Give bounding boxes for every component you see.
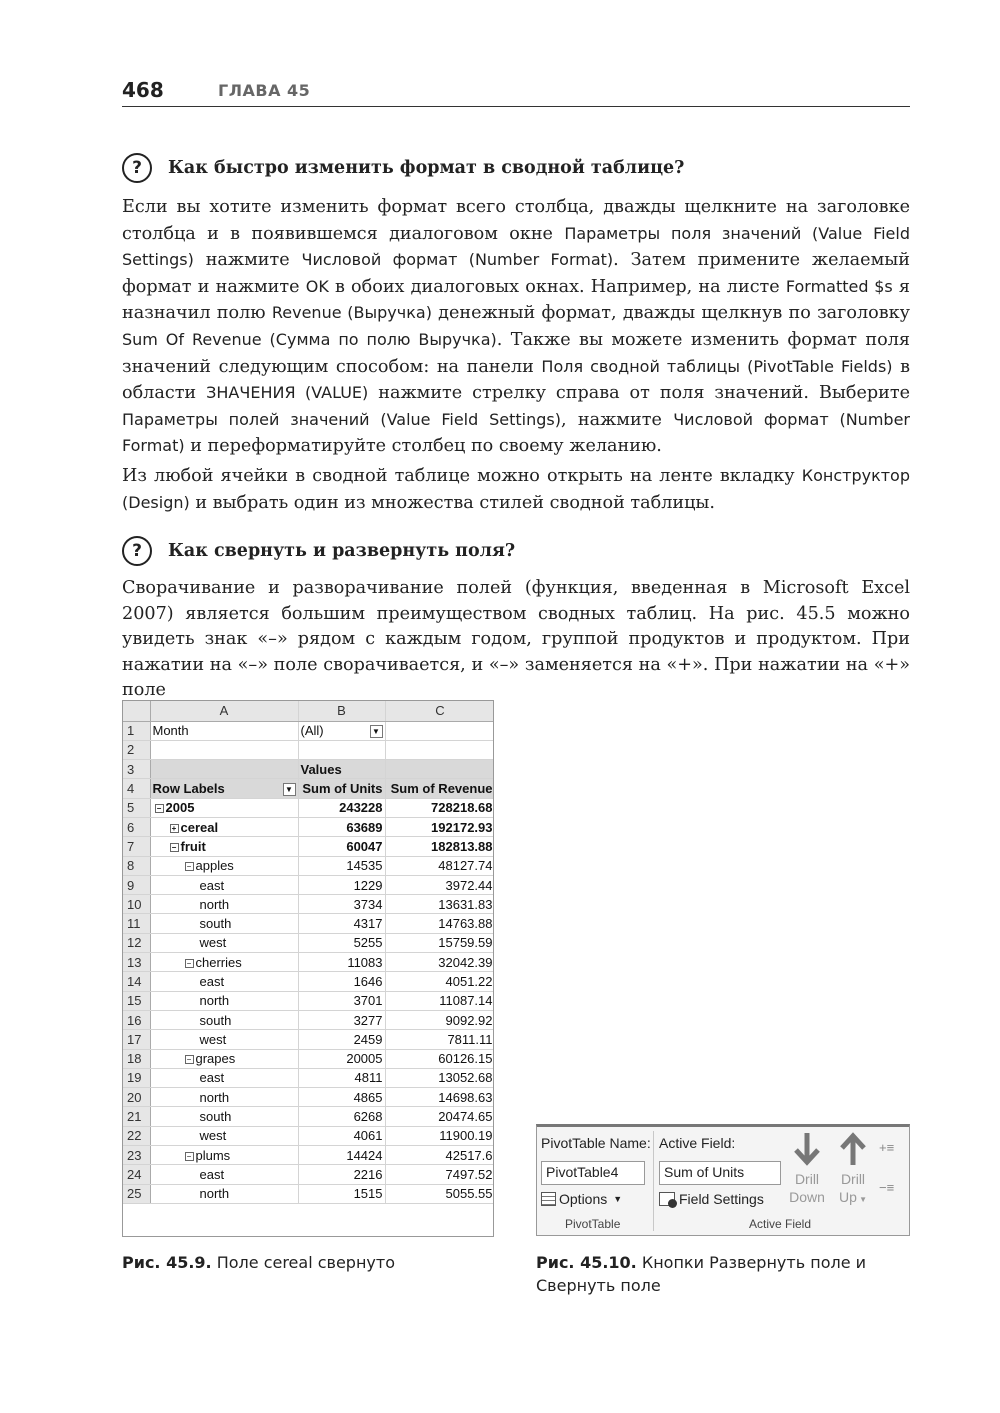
table-row [123,914,494,933]
units-cell[interactable]: 14424 [298,1146,385,1165]
text-run: Из любой ячейки в сводной таблице можно открыть на ленте вкладку [122,466,802,486]
units-cell[interactable]: 3701 [298,991,385,1010]
row-label: north [199,993,230,1009]
row-label-cell[interactable] [150,991,298,1010]
row-label: south [199,1012,232,1028]
row-label: north [199,896,230,912]
drill-down-button[interactable] [787,1131,827,1206]
active-field-group-label: Active Field [749,1217,812,1231]
units-cell[interactable]: 60047 [298,837,385,856]
revenue-cell[interactable]: 182813.88 [385,837,494,856]
row-label-cell[interactable] [150,1088,298,1107]
row-header: 19 [123,1068,150,1087]
table-row [123,1107,494,1126]
field-settings-icon [659,1192,675,1206]
row-label-cell[interactable] [150,1165,298,1184]
table-row [123,721,494,740]
row-header: 17 [123,1030,150,1049]
revenue-cell[interactable]: 7497.52 [385,1165,494,1184]
units-cell[interactable]: 1646 [298,972,385,991]
arrow-down-icon [792,1131,822,1167]
revenue-cell[interactable]: 5055.55 [385,1184,494,1203]
revenue-cell[interactable]: 13631.83 [385,895,494,914]
caption-number: Рис. 45.10. [536,1253,637,1272]
section-title: Как быстро изменить формат в сводной таблице? [168,158,685,178]
question-icon: ? [122,153,152,183]
revenue-cell[interactable]: 3972.44 [385,875,494,894]
drill-up-label-2: Up [838,1189,857,1205]
row-label: east [199,877,225,893]
units-cell[interactable]: 1515 [298,1184,385,1203]
pivot-grid [123,701,494,1204]
row-label-cell[interactable] [150,914,298,933]
revenue-cell[interactable]: 13052.68 [385,1068,494,1087]
dropdown-button[interactable]: ▼ [283,783,296,796]
row-header: 15 [123,991,150,1010]
row-label-cell[interactable] [150,1010,298,1029]
units-cell[interactable] [298,740,385,759]
column-header[interactable]: C [385,701,494,721]
paragraph [122,576,910,704]
row-header: 2 [123,740,150,759]
table-row [123,1010,494,1029]
row-label-cell[interactable] [150,1146,298,1165]
row-label-cell[interactable] [150,972,298,991]
row-label-cell[interactable] [150,817,298,836]
units-cell[interactable]: 2459 [298,1030,385,1049]
table-row [123,1049,494,1068]
chevron-down-icon: ▼ [856,1195,868,1204]
row-label: west [199,935,227,951]
revenue-cell[interactable] [385,740,494,759]
units-cell[interactable]: 4317 [298,914,385,933]
column-header[interactable]: B [298,701,385,721]
row-label-cell[interactable] [150,837,298,856]
row-header: 24 [123,1165,150,1184]
row-label-cell[interactable] [150,933,298,952]
row-header: 13 [123,953,150,972]
ui-term: Конструктор (Design) [122,466,910,512]
units-cell[interactable]: Sum of Units [298,779,385,798]
chapter-title: ГЛАВА 45 [218,81,311,100]
text-run: . Также вы можете изменить формат поля значений следующим способом: на панели [122,329,910,377]
expand-field-button[interactable] [879,1141,903,1155]
text-run: Сворачивание и разворачивание полей (функция, введенная в Microsoft Excel 2007) является большим преимуществом сводных таблиц. На рис. 45.5 можно увидеть знак «–» рядом с каждым годом, группой продуктов и продуктом. При нажатии на «–» поле сворачивается, и «–» заменяется на «+». При нажатии на «+» поле [122,578,910,701]
row-label: north [199,1186,230,1202]
field-settings-label: Field Settings [679,1191,764,1207]
page-number: 468 [122,78,164,102]
ui-term: Числовой формат (Number Format) [122,409,910,456]
field-settings-button[interactable] [659,1191,764,1207]
drill-down-label-1: Drill [794,1171,820,1187]
row-header: 25 [123,1184,150,1203]
collapse-icon[interactable]: − [185,1152,194,1161]
revenue-cell[interactable]: Sum of Revenue [385,779,494,798]
row-header: 11 [123,914,150,933]
units-cell[interactable]: 14535 [298,856,385,875]
text-run: нажмите [193,250,302,271]
revenue-cell[interactable] [385,760,494,779]
caption-number: Рис. 45.9. [122,1253,212,1272]
row-label-cell[interactable] [150,779,298,798]
pivot-table-screenshot [122,700,494,1237]
section-title: Как свернуть и развернуть поля? [168,541,516,561]
collapse-icon[interactable]: − [185,1055,194,1064]
row-header: 12 [123,933,150,952]
revenue-cell[interactable]: 9092.92 [385,1010,494,1029]
units-cell[interactable]: 3277 [298,1010,385,1029]
table-row [123,933,494,952]
row-header: 23 [123,1146,150,1165]
row-header: 5 [123,798,150,817]
text-run: денежный формат, дважды щелкнув по заголовку [431,303,910,324]
row-header: 1 [123,721,150,740]
revenue-cell[interactable]: 11087.14 [385,991,494,1010]
row-label-cell[interactable]: Month [150,721,298,740]
table-row [123,991,494,1010]
table-row [123,1126,494,1145]
text-run: в области [122,356,910,404]
dropdown-button[interactable]: ▼ [370,725,383,738]
collapse-icon[interactable]: − [185,862,194,871]
row-label-cell[interactable] [150,953,298,972]
revenue-cell[interactable]: 42517.6 [385,1146,494,1165]
section-heading-format [122,153,684,183]
table-row [123,953,494,972]
table-row [123,798,494,817]
row-label-cell[interactable] [150,760,298,779]
row-label: east [199,1166,225,1182]
drill-up-label-1: Drill [840,1171,866,1187]
units-cell[interactable]: 2216 [298,1165,385,1184]
row-header: 20 [123,1088,150,1107]
row-header: 4 [123,779,150,798]
drill-up-button[interactable] [833,1131,873,1209]
units-cell[interactable]: 20005 [298,1049,385,1068]
table-row [123,856,494,875]
table-row [123,875,494,894]
text-run: Если вы хотите изменить формат всего столбца, дважды щелкните на заголовке столбца и в появившемся диалоговом окне [122,197,910,244]
row-header: 3 [123,760,150,779]
figure-caption-45-10 [536,1251,876,1297]
table-row [123,1030,494,1049]
drill-up-label-row [833,1188,873,1209]
row-labels-header: Row Labels [152,781,225,797]
table-row [123,837,494,856]
units-cell[interactable]: 6268 [298,1107,385,1126]
row-label-cell[interactable] [150,740,298,759]
table-row [123,1146,494,1165]
text-run: . Затем примените желаемый формат и нажмите [122,250,910,297]
revenue-cell[interactable]: 15759.59 [385,933,494,952]
row-label: fruit [180,838,206,854]
pivot-name-input[interactable]: PivotTable4 [541,1161,645,1185]
arrow-up-icon [838,1131,868,1167]
ui-term: OK [305,276,329,296]
drill-down-label-2: Down [789,1189,825,1205]
row-label: south [199,916,232,932]
ui-term: Параметры поля значений (Value Field Settings) [122,223,910,270]
revenue-cell[interactable]: 20474.65 [385,1107,494,1126]
row-label-cell[interactable] [150,1049,298,1068]
units-cell[interactable]: 5255 [298,933,385,952]
row-label-cell[interactable] [150,875,298,894]
caption-text: Кнопки Развернуть поле и Свернуть поле [536,1253,867,1295]
filter-value: (All) [300,723,324,739]
row-label: east [199,1070,225,1086]
group-divider [653,1131,654,1231]
expand-icon[interactable]: + [170,824,179,833]
row-label-cell[interactable] [150,1184,298,1203]
row-label-cell[interactable] [150,1107,298,1126]
revenue-cell[interactable] [385,721,494,740]
table-row [123,740,494,759]
row-header: 9 [123,875,150,894]
row-label-cell[interactable] [150,856,298,875]
row-label: west [199,1128,227,1144]
pivottable-group-label: PivotTable [565,1217,621,1231]
row-label: cherries [195,954,242,970]
table-row [123,1184,494,1203]
row-label: cereal [180,819,219,835]
collapse-field-button[interactable] [879,1181,903,1195]
column-header[interactable]: A [150,701,298,721]
row-header: 6 [123,817,150,836]
text-run: и переформатируйте столбец по своему желанию. [184,436,662,457]
text-run: нажмите стрелку справа от поля значений. Выберите [368,383,911,404]
revenue-cell[interactable]: 14763.88 [385,914,494,933]
units-cell[interactable]: 1229 [298,875,385,894]
text-run: я назначил полю [122,276,910,324]
text-run: и выбрать один из множества стилей сводной таблицы. [189,492,716,513]
collapse-icon[interactable]: − [170,843,179,852]
ui-term: Revenue (Выручка) [271,303,432,323]
row-label-cell[interactable] [150,798,298,817]
row-label: 2005 [165,800,195,816]
select-all-corner [123,701,150,721]
ui-term: Formatted $s [785,276,893,296]
collapse-icon[interactable]: − [185,959,194,968]
table-row [123,1068,494,1087]
row-header: 16 [123,1010,150,1029]
active-field-label: Active Field: [659,1135,736,1151]
paragraph [122,463,910,516]
row-label: west [199,1031,227,1047]
units-cell[interactable]: 11083 [298,953,385,972]
revenue-cell[interactable]: 48127.74 [385,856,494,875]
units-cell[interactable]: 4061 [298,1126,385,1145]
units-cell[interactable]: 4811 [298,1068,385,1087]
active-field-input[interactable]: Sum of Units [659,1161,781,1185]
row-header: 8 [123,856,150,875]
revenue-cell[interactable]: 728218.68 [385,798,494,817]
row-label: north [199,1089,230,1105]
revenue-cell[interactable]: 7811.11 [385,1030,494,1049]
paragraph [122,195,910,460]
revenue-cell[interactable]: 32042.39 [385,953,494,972]
row-label: east [199,974,225,989]
revenue-cell[interactable]: 192172.93 [385,817,494,836]
collapse-field-icon: −≡ [879,1180,895,1195]
table-row [123,1088,494,1107]
row-label: apples [195,858,234,874]
ui-term: ЗНАЧЕНИЯ (VALUE) [206,383,369,403]
column-header-row [123,701,494,721]
options-button[interactable] [541,1191,622,1207]
ui-term: Поля сводной таблицы (PivotTable Fields) [541,356,893,376]
collapse-icon[interactable]: − [155,804,164,813]
row-label-cell[interactable] [150,1126,298,1145]
text-run: в обоих диалоговых окнах. Например, на листе [328,276,786,297]
row-header: 18 [123,1049,150,1068]
units-cell[interactable]: 243228 [298,798,385,817]
question-icon: ? [122,536,152,566]
table-row [123,779,494,798]
text-run: , нажмите [560,409,674,430]
section-heading-collapse [122,536,515,566]
units-cell[interactable]: Values [298,760,385,779]
expand-field-icon: +≡ [879,1140,895,1155]
figure-caption-45-9 [122,1251,502,1274]
units-cell[interactable]: 4865 [298,1088,385,1107]
row-label-cell[interactable] [150,1030,298,1049]
pivot-ribbon-screenshot [536,1124,910,1236]
revenue-cell[interactable]: 14698.63 [385,1088,494,1107]
row-header: 10 [123,895,150,914]
units-cell[interactable]: 3734 [298,895,385,914]
row-header: 22 [123,1126,150,1145]
options-icon [541,1192,556,1206]
ui-term: Параметры полей значений (Value Field Settings) [122,409,561,429]
revenue-cell[interactable]: 11900.19 [385,1126,494,1145]
row-header: 14 [123,972,150,991]
chevron-down-icon: ▼ [613,1194,623,1204]
row-header: 21 [123,1107,150,1126]
page-header [122,74,910,107]
table-row [123,817,494,836]
row-label: grapes [195,1051,236,1067]
row-label-cell[interactable] [150,895,298,914]
table-row [123,895,494,914]
caption-text: Поле cereal свернуто [211,1253,395,1272]
revenue-cell[interactable]: 60126.15 [385,1049,494,1068]
row-label-cell[interactable] [150,1068,298,1087]
ui-term: Sum Of Revenue (Сумма по полю Выручка) [122,329,497,349]
row-header: 7 [123,837,150,856]
table-row [123,972,494,991]
options-label: Options [559,1191,608,1207]
pivot-name-label: PivotTable Name: [541,1135,651,1151]
row-label: plums [195,1147,231,1163]
table-row [123,760,494,779]
revenue-cell[interactable]: 4051.22 [385,972,494,991]
table-row [123,1165,494,1184]
ui-term: Числовой формат (Number Format) [301,250,614,270]
units-cell[interactable]: 63689 [298,817,385,836]
units-cell[interactable] [298,721,385,740]
row-label: south [199,1109,232,1125]
